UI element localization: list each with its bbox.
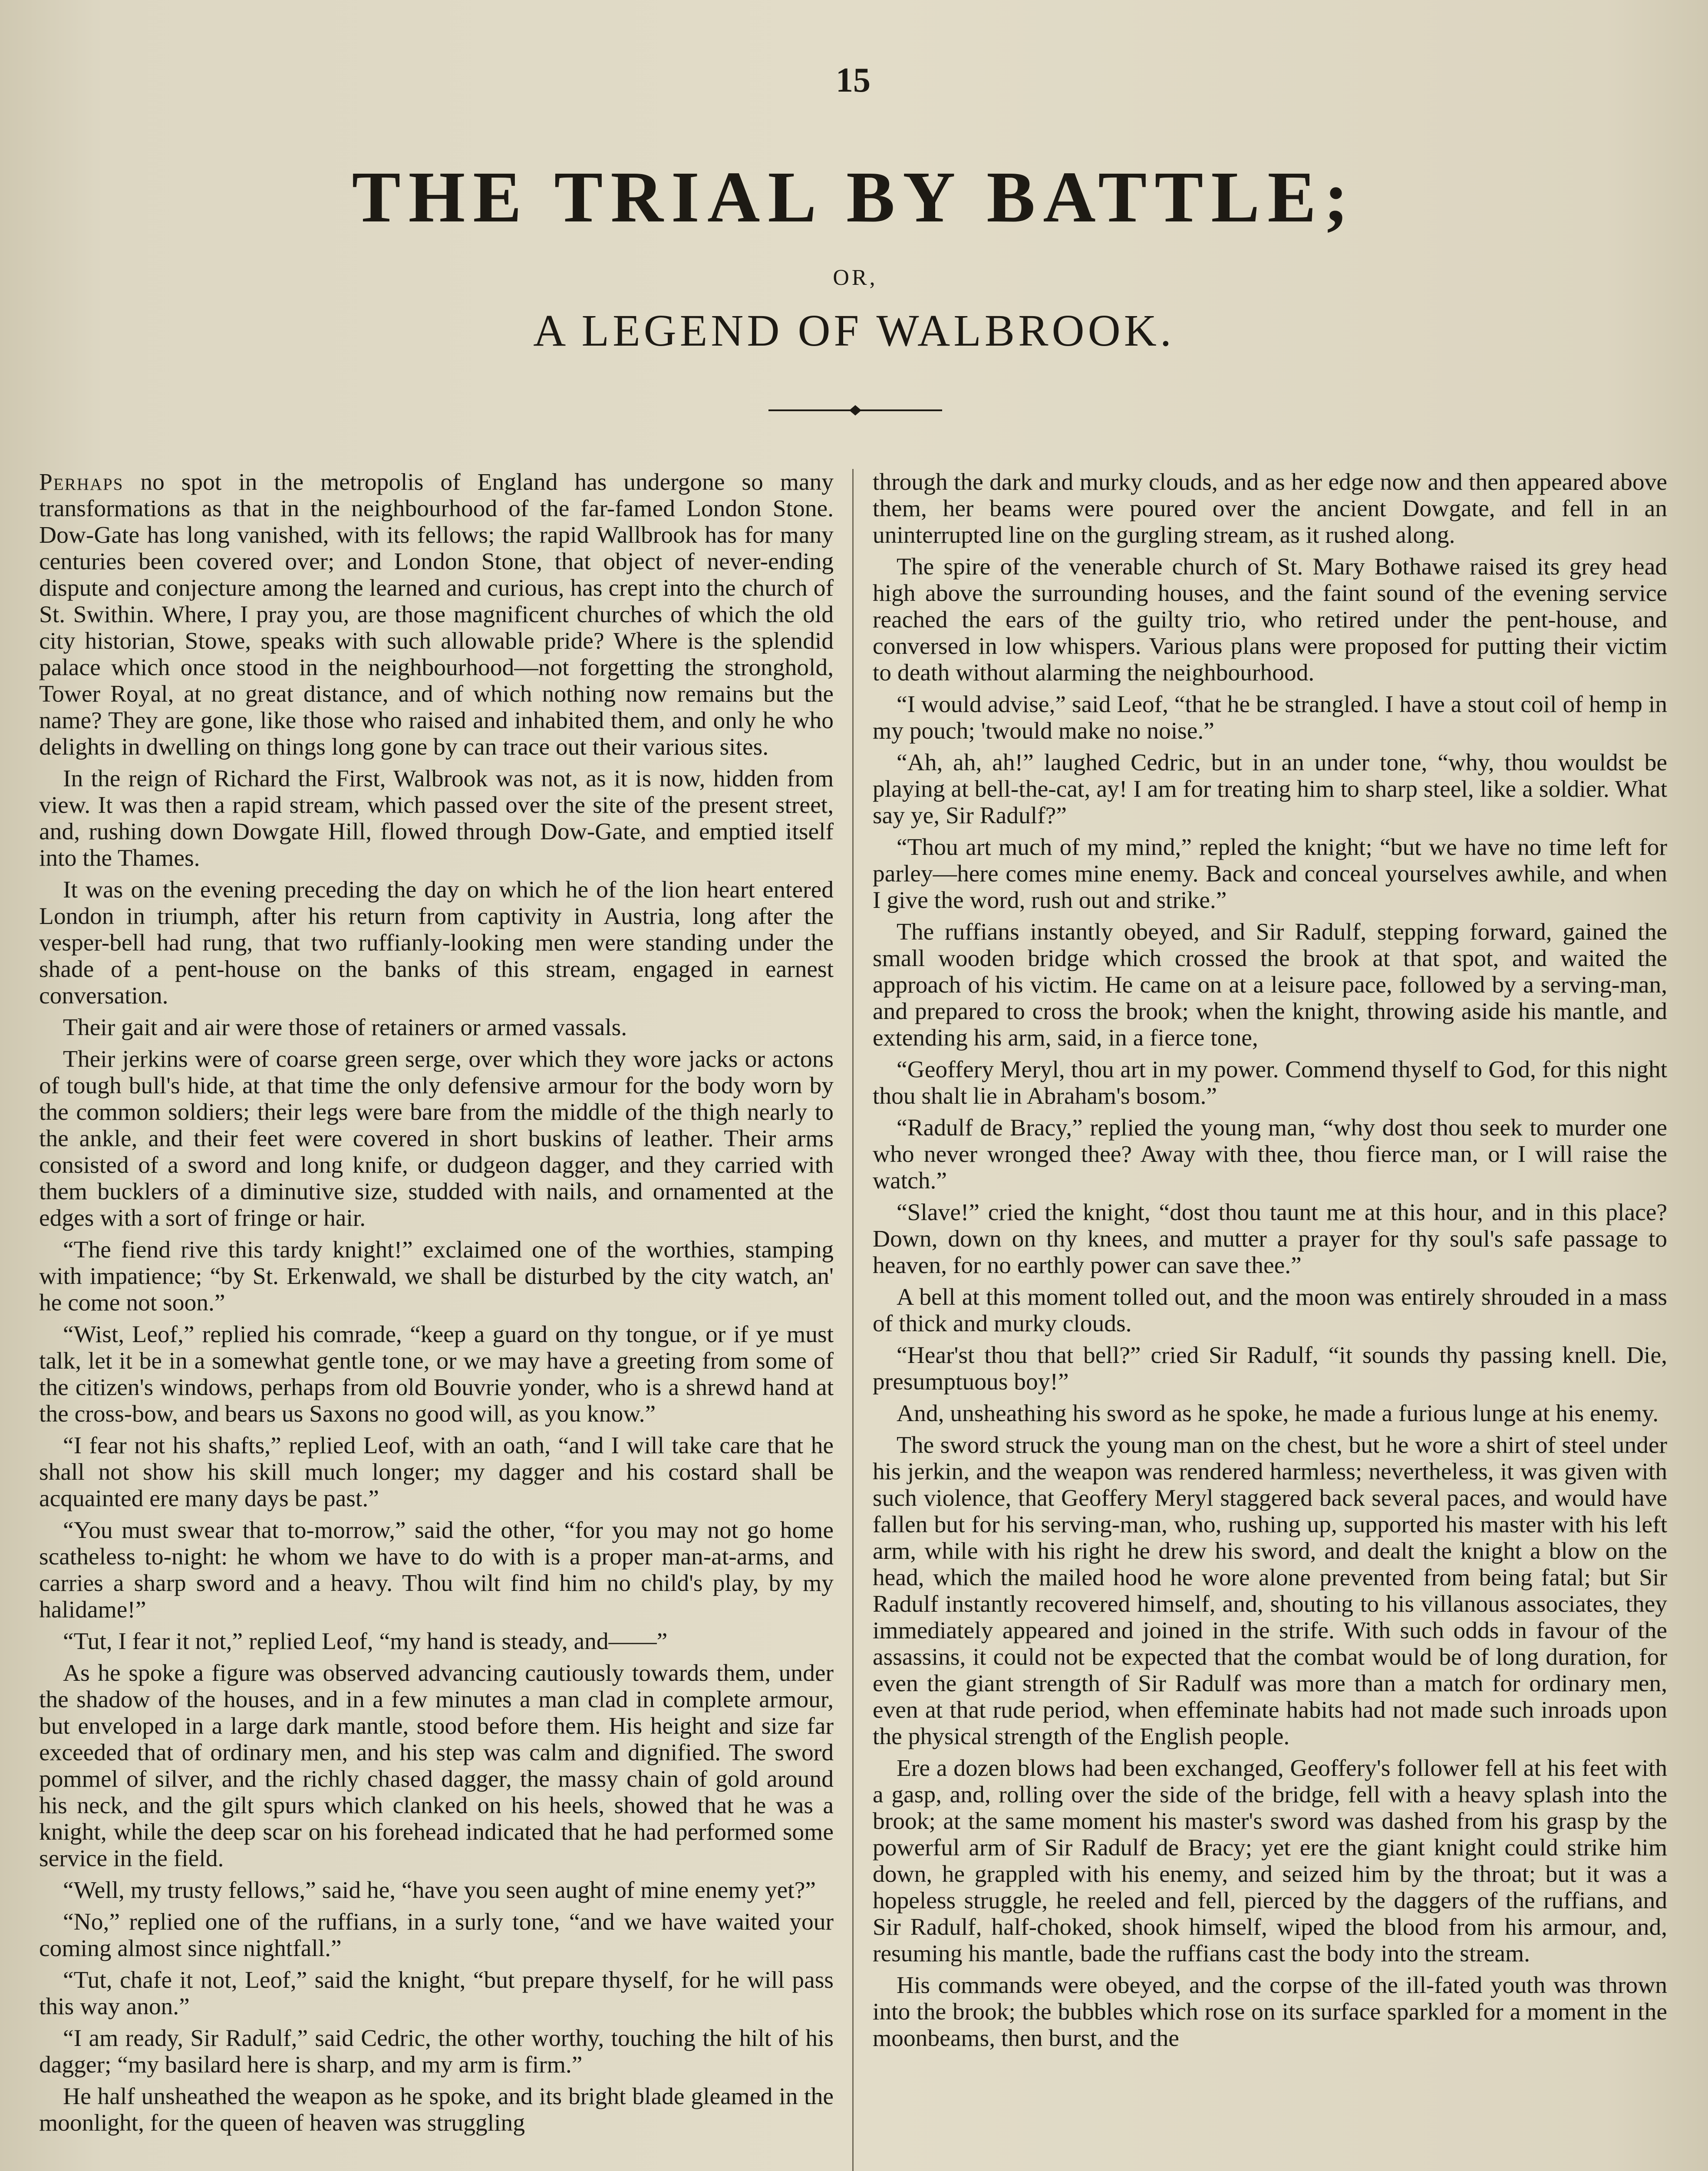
paragraph: His commands were obeyed, and the corpse of the ill-fated youth was thrown into the brook; the bubbles which rose on its surface sparkled for a moment in the moonbeams, then burst, and the: [873, 1972, 1667, 2052]
right-text-column: [873, 469, 1667, 2171]
paragraph: Ere a dozen blows had been exchanged, Geoffery's follower fell at his feet with a gasp, and, rolling over the side of the bridge, fell with a heavy splash into the brook; at the same moment his master's sword was dashed from his grasp by the powerful arm of Sir Radulf de Bracy; yet ere the giant knight could strike him down, he grappled with his enemy, and seized him by the throat; but it was a hopeless struggle, he reeled and fell, pierced by the daggers of the ruffians, and Sir Radulf, half-choked, shook himself, wiped the blood from his armour, and, resuming his mantle, bade the ruffians cast the body into the stream.: [873, 1755, 1667, 1967]
paragraph: A bell at this moment tolled out, and the moon was entirely shrouded in a mass of thick and murky clouds.: [873, 1284, 1667, 1337]
paragraph: The sword struck the young man on the chest, but he wore a shirt of steel under his jerkin, and the weapon was rendered harmless; nevertheless, it was given with such violence, that Geoffery Meryl staggered back several paces, and would have fallen but for his serving-man, who, rushing up, supported his master with his left arm, while with his right he drew his sword, and dealt the knight a blow on the head, which the mailed hood he wore alone prevented from being fatal; but Sir Radulf instantly recovered himself, and, shouting to his villanous associates, they immediately appeared and joined in the strife. With such odds in favour of the assassins, it could not be expected that the combat would be of long duration, for even the giant strength of Sir Radulf was more than a match for ordinary men, even at that rude period, when effeminate habits had not made such inroads upon the physical strength of the English people.: [873, 1432, 1667, 1750]
page-number: 15: [836, 61, 870, 99]
paragraph: “Wist, Leof,” replied his comrade, “keep a guard on thy tongue, or if ye must talk, let it be in a somewhat gentle tone, or we may have a greeting from some of the citizen's windows, perhaps from old Bouvrie yonder, who is a shrewd hand at the cross-bow, and bears us Saxons no good will, as you know.”: [39, 1321, 834, 1427]
paragraph: “I fear not his shafts,” replied Leof, with an oath, “and I will take care that he shall not show his skill much longer; my dagger and his costard shall be acquainted ere many days be past.”: [39, 1432, 834, 1512]
paragraph: through the dark and murky clouds, and as her edge now and then appeared above them, her beams were poured over the ancient Dowgate, and fell in an uninterrupted line on the gurgling stream, as it rushed along.: [873, 469, 1667, 548]
opening-word: Perhaps: [39, 469, 124, 495]
paragraph: And, unsheathing his sword as he spoke, he made a furious lunge at his enemy.: [897, 1400, 1659, 1427]
paragraph: “I am ready, Sir Radulf,” said Cedric, the other worthy, touching the hilt of his dagger; “my basilard here is sharp, and my arm is firm.”: [39, 2025, 834, 2078]
decorative-rule-ornament: [768, 404, 942, 417]
paragraph: “Slave!” cried the knight, “dost thou taunt me at this hour, and in this place? Down, down on thy knees, and mutter a prayer for thy soul's safe passage to heaven, for no earthly power can save thee.”: [873, 1199, 1667, 1279]
story-subtitle: A LEGEND OF WALBROOK.: [533, 306, 1175, 356]
paragraph: He half unsheathed the weapon as he spoke, and its bright blade gleamed in the moonlight, for the queen of heaven was struggling: [39, 2083, 834, 2136]
paragraph: Perhaps no spot in the metropolis of England has undergone so many transformations as that in the neighbourhood of the far-famed London Stone. Dow-Gate has long vanished, with its fellows; the rapid Wallbrook has for many centuries been covered over; and London Stone, that object of never-ending dispute and conjecture among the learned and curious, has crept into the church of St. Swithin. Where, I pray you, are those magnificent churches of which the old city historian, Stowe, speaks with such allowable pride? Where is the splendid palace which once stood in the neighbourhood—not forgetting the stronghold, Tower Royal, at no great distance, and of which nothing now remains but the name? They are gone, like those who raised and inhabited them, and only he who delights in dwelling on things long gone by can trace out their various sites.: [39, 469, 834, 760]
paragraph: The ruffians instantly obeyed, and Sir Radulf, stepping forward, gained the small wooden bridge which crossed the brook at that spot, and waited the approach of his victim. He came on at a leisure pace, followed by a serving-man, and prepared to cross the brook; when the knight, throwing aside his mantle, and extending his arm, said, in a fierce tone,: [873, 919, 1667, 1051]
paragraph: It was on the evening preceding the day on which he of the lion heart entered London in triumph, after his return from captivity in Austria, long after the vesper-bell had rung, that two ruffianly-looking men were standing under the shade of a pent-house on the banks of this stream, engaged in earnest conversation.: [39, 877, 834, 1009]
paragraph: “Geoffery Meryl, thou art in my power. Commend thyself to God, for this night thou shalt lie in Abraham's bosom.”: [873, 1056, 1667, 1109]
paragraph: “Tut, I fear it not,” replied Leof, “my hand is steady, and——”: [63, 1628, 668, 1655]
left-text-column: [39, 469, 834, 2171]
paragraph: The spire of the venerable church of St. Mary Bothawe raised its grey head high above the surrounding houses, and the faint sound of the evening service reached the ears of the guilty trio, who retired under the pent-house, and conversed in low whispers. Various plans were proposed for putting their victim to death without alarming the neighbourhood.: [873, 554, 1667, 686]
paragraph: “I would advise,” said Leof, “that he be strangled. I have a stout coil of hemp in my pouch; 'twould make no noise.”: [873, 691, 1667, 744]
paragraph: “The fiend rive this tardy knight!” exclaimed one of the worthies, stamping with impatience; “by St. Erkenwald, we shall be disturbed by the city watch, an' he come not soon.”: [39, 1237, 834, 1316]
paragraph: “You must swear that to-morrow,” said the other, “for you may not go home scatheless to-night: he whom we have to do with is a proper man-at-arms, and carries a sharp sword and a heavy. Thou wilt find him no child's play, by my halidame!”: [39, 1517, 834, 1623]
paragraph: Their jerkins were of coarse green serge, over which they wore jacks or actons of tough bull's hide, at that time the only defensive armour for the body worn by the common soldiers; their legs were bare from the middle of the thigh nearly to the ankle, and their feet were covered in short buskins of leather. Their arms consisted of a sword and long knife, or dudgeon dagger, and they carried with them bucklers of a diminutive size, studded with nails, and ornamented at the edges with a sort of fringe or hair.: [39, 1046, 834, 1231]
paragraph: “Ah, ah, ah!” laughed Cedric, but in an under tone, “why, thou wouldst be playing at bell-the-cat, ay! I am for treating him to sharp steel, like a soldier. What say ye, Sir Radulf?”: [873, 749, 1667, 829]
story-title: THE TRIAL BY BATTLE;: [352, 157, 1356, 238]
paragraph: In the reign of Richard the First, Walbrook was not, as it is now, hidden from view. It was then a rapid stream, which passed over the site of the present street, and, rushing down Dowgate Hill, flowed through Dow-Gate, and emptied itself into the Thames.: [39, 765, 834, 871]
paragraph: “Well, my trusty fellows,” said he, “have you seen aught of mine enemy yet?”: [63, 1877, 816, 1904]
paragraph: “Thou art much of my mind,” repled the knight; “but we have no time left for parley—here comes mine enemy. Back and conceal yourselves awhile, and when I give the word, rush out and strike.”: [873, 834, 1667, 914]
paragraph: “Tut, chafe it not, Leof,” said the knight, “but prepare thyself, for he will pass this way anon.”: [39, 1967, 834, 2020]
paragraph: As he spoke a figure was observed advancing cautiously towards them, under the shadow of the houses, and in a few minutes a man clad in complete armour, but enveloped in a large dark mantle, stood before them. His height and size far exceeded that of ordinary men, and his step was calm and dignified. The sword pommel of silver, and the richly chased dagger, the massy chain of gold around his neck, and the gilt spurs which clanked on his heels, showed that he was a knight, while the deep scar on his forehead indicated that he had performed some service in the field.: [39, 1660, 834, 1872]
title-conjunction: OR,: [833, 265, 878, 290]
paragraph: Their gait and air were those of retainers or armed vassals.: [63, 1014, 627, 1041]
paragraph: “No,” replied one of the ruffians, in a surly tone, “and we have waited your coming almost since nightfall.”: [39, 1909, 834, 1962]
paragraph: “Hear'st thou that bell?” cried Sir Radulf, “it sounds thy passing knell. Die, presumptuous boy!”: [873, 1342, 1667, 1395]
column-divider: [852, 469, 854, 2171]
paragraph: “Radulf de Bracy,” replied the young man, “why dost thou seek to murder one who never wronged thee? Away with thee, thou fierce man, or I will raise the watch.”: [873, 1115, 1667, 1194]
